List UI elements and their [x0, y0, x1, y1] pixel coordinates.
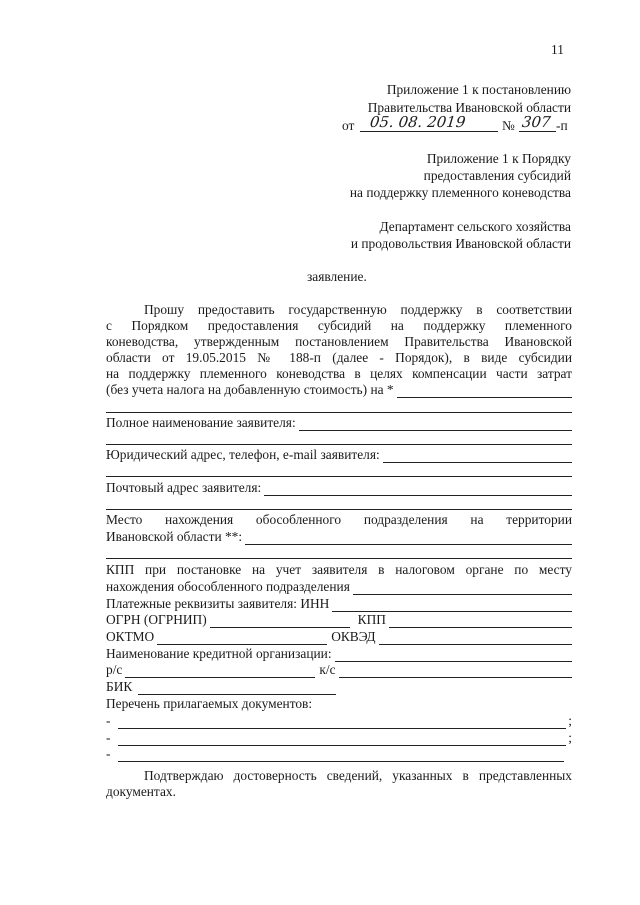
payment-row — [106, 596, 572, 612]
body-last-line: (без учета налога на добавленную стоимость) на * — [106, 382, 394, 397]
kpp-label-line1: КПП при постановке на учет заявителя в налоговом органе по месту — [106, 562, 572, 577]
body-line: с Порядком предоставления субсидий на поддержку племенного — [106, 318, 572, 333]
ogrn-field[interactable] — [210, 615, 350, 628]
docs-item-dash: - — [106, 746, 111, 761]
oktmo-okved-row — [106, 629, 572, 645]
header1-number-label: № — [502, 118, 515, 133]
ogrn-kpp-row — [106, 612, 572, 628]
location-row — [106, 529, 572, 545]
header1-suffix: -п — [556, 118, 568, 133]
payment-label: Платежные реквизиты заявителя: ИНН — [106, 596, 330, 611]
docs-item-dash: - — [106, 730, 111, 745]
inn-field[interactable] — [332, 599, 572, 612]
location-block — [106, 512, 572, 528]
postal-address-field-line2[interactable] — [106, 509, 572, 510]
docs-item-semicolon: ; — [568, 713, 572, 728]
kpp-label: КПП — [357, 612, 386, 627]
location-field-line2[interactable] — [106, 558, 572, 559]
purpose-row — [106, 382, 572, 398]
kpp-registration-field[interactable] — [353, 582, 572, 595]
docs-item-dash: - — [106, 713, 111, 728]
kpp-registration-row — [106, 579, 572, 595]
bik-row — [106, 679, 336, 695]
location-field[interactable] — [245, 532, 572, 545]
location-label-line1: Место нахождения обособленного подразделения на территории — [106, 512, 572, 527]
addressee-line1: Департамент сельского хозяйства — [379, 219, 571, 234]
docs-item-semicolon: ; — [568, 730, 572, 745]
bank-label: Наименование кредитной организации: — [106, 646, 332, 661]
ks-label: к/с — [319, 662, 336, 677]
rs-field[interactable] — [125, 665, 315, 678]
header1-line2: Правительства Ивановской области — [367, 100, 571, 115]
ks-field[interactable] — [339, 665, 572, 678]
confirm-block — [106, 768, 572, 800]
postal-address-row — [106, 480, 572, 496]
rs-label: р/с — [106, 662, 123, 677]
oktmo-field[interactable] — [157, 632, 327, 645]
legal-address-row — [106, 447, 572, 463]
applicant-name-field-line2[interactable] — [106, 444, 572, 445]
kpp-block — [106, 562, 572, 578]
okved-field[interactable] — [379, 632, 572, 645]
header1-line1: Приложение 1 к постановлению — [386, 82, 571, 97]
document-title: заявление. — [307, 269, 367, 284]
legal-address-field-line2[interactable] — [106, 476, 572, 477]
docs-item-field[interactable] — [118, 733, 566, 746]
docs-item-field[interactable] — [118, 716, 566, 729]
postal-address-field[interactable] — [264, 483, 572, 496]
legal-address-field[interactable] — [383, 450, 572, 463]
body-line: области от 19.05.2015 № 188-п (далее - Порядок), в виде субсидии — [106, 350, 572, 365]
header1-ot-label: от — [342, 118, 355, 133]
header2-line2: предоставления субсидий — [423, 168, 571, 183]
page-number: 11 — [551, 42, 564, 57]
bik-label: БИК — [106, 679, 133, 694]
kpp-field[interactable] — [389, 615, 572, 628]
docs-item-field[interactable] — [118, 749, 564, 762]
date-underline — [360, 131, 498, 132]
header2-line1: Приложение 1 к Порядку — [426, 151, 571, 166]
applicant-name-label: Полное наименование заявителя: — [106, 415, 296, 430]
postal-address-label: Почтовый адрес заявителя: — [106, 480, 262, 495]
bik-field[interactable] — [138, 682, 336, 695]
body-line: Прошу предоставить государственную поддержку в соответствии — [144, 302, 572, 317]
addressee-line2: и продовольствия Ивановской области — [350, 236, 571, 251]
applicant-name-row — [106, 415, 572, 431]
handwritten-date: 05. 08. 2019 — [369, 113, 467, 131]
legal-address-label: Юридический адрес, телефон, e-mail заявителя: — [106, 447, 380, 462]
purpose-field-line2[interactable] — [106, 412, 572, 413]
bank-row — [106, 646, 572, 662]
body-line: на поддержку племенного коневодства в целях компенсации части затрат — [106, 366, 572, 381]
kpp-label-line2: нахождения обособленного подразделения — [106, 579, 350, 594]
confirm-line2: документах. — [106, 784, 176, 799]
oktmo-label: ОКТМО — [106, 629, 155, 644]
docs-item-row — [106, 713, 572, 729]
docs-item-row — [106, 730, 572, 746]
bank-field[interactable] — [335, 649, 572, 662]
confirm-line1: Подтверждаю достоверность сведений, указанных в представленных — [144, 768, 572, 783]
applicant-name-field[interactable] — [299, 418, 572, 431]
accounts-row — [106, 662, 572, 678]
okved-label: ОКВЭД — [331, 629, 376, 644]
handwritten-number: 307 — [521, 113, 552, 131]
header2-line3: на поддержку племенного коневодства — [349, 185, 571, 200]
number-underline — [519, 131, 556, 132]
location-label-line2: Ивановской области **: — [106, 529, 243, 544]
docs-list-label: Перечень прилагаемых документов: — [106, 696, 313, 711]
ogrn-label: ОГРН (ОГРНИП) — [106, 612, 207, 627]
body-line: коневодства, утвержденным постановлением Правительства Ивановской — [106, 334, 572, 349]
body-paragraph — [106, 302, 572, 382]
purpose-field[interactable] — [397, 385, 572, 398]
docs-item-row — [106, 746, 572, 762]
